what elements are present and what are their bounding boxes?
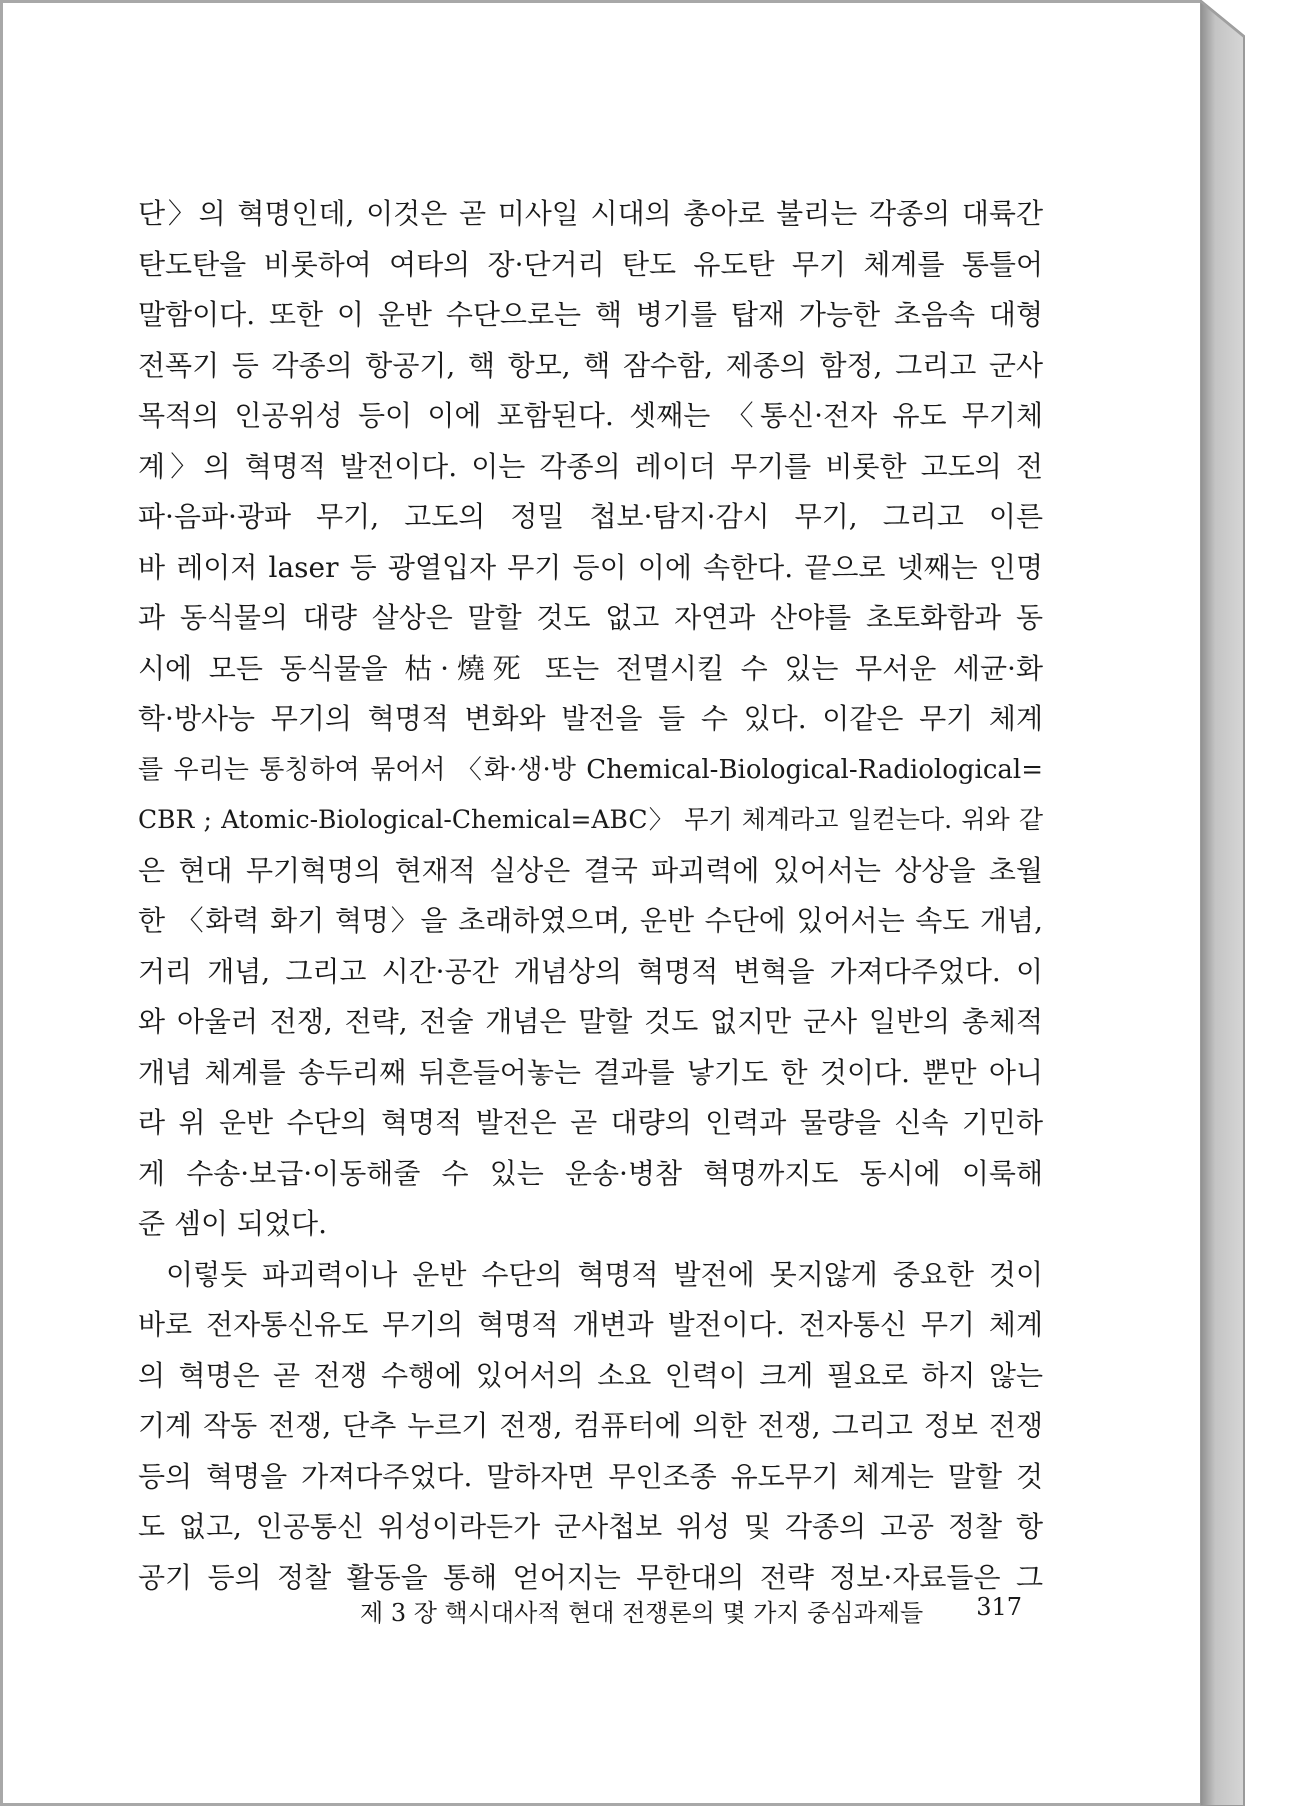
page-footer <box>360 1593 1022 1633</box>
text-line: 목적의 인공위성 등이 이에 포함된다. 셋째는 〈통신·전자 유도 무기체 <box>138 399 1043 432</box>
text-line: 바로 전자통신유도 무기의 혁명적 개변과 발전이다. 전자통신 무기 체계 <box>138 1308 1043 1341</box>
text-line: 은 현대 무기혁명의 현재적 실상은 결국 파괴력에 있어서는 상상을 초월 <box>138 853 1043 887</box>
text-line: 이렇듯 파괴력이나 운반 수단의 혁명적 발전에 못지않게 중요한 것이 <box>166 1257 1043 1291</box>
text-line: 파·음파·광파 무기, 고도의 정밀 첩보·탐지·감시 무기, 그리고 이른 <box>138 500 1043 533</box>
text-line: 개념 체계를 송두리째 뒤흔들어놓는 결과를 낳기도 한 것이다. 뿐만 아니 <box>138 1055 1043 1089</box>
text-line: 전폭기 등 각종의 항공기, 핵 항모, 핵 잠수함, 제종의 함정, 그리고 군사 <box>138 348 1043 382</box>
page-number: 317 <box>976 1593 1022 1621</box>
text-line: 의 혁명은 곧 전쟁 수행에 있어서의 소요 인력이 크게 필요로 하지 않는 <box>138 1358 1043 1392</box>
text-line: 를 우리는 통칭하여 묶어서 〈화·생·방 Chemical-Biological-Radiological= <box>138 754 1043 785</box>
text-line: 거리 개념, 그리고 시간·공간 개념상의 혁명적 변혁을 가져다주었다. 이 <box>138 954 1043 988</box>
text-line: 라 위 운반 수단의 혁명적 발전은 곧 대량의 인력과 물량을 신속 기민하 <box>138 1106 1043 1139</box>
text-line: 와 아울러 전쟁, 전략, 전술 개념은 말할 것도 없지만 군사 일반의 총체적 <box>138 1005 1043 1038</box>
text-line: 계〉의 혁명적 발전이다. 이는 각종의 레이더 무기를 비롯한 고도의 전 <box>138 449 1043 483</box>
text-line: 준 셈이 되었다. <box>138 1207 327 1240</box>
running-head: 제 3 장 핵시대사적 현대 전쟁론의 몇 가지 중심과제들 <box>360 1599 924 1627</box>
text-line: 한 〈화력 화기 혁명〉을 초래하였으며, 운반 수단에 있어서는 속도 개념, <box>138 904 1043 937</box>
text-line: 단〉의 혁명인데, 이것은 곧 미사일 시대의 총아로 불리는 각종의 대륙간 <box>138 197 1043 230</box>
text-line: 시에 모든 동식물을 枯·燒死 또는 전멸시킬 수 있는 무서운 세균·화 <box>138 651 1043 685</box>
body-text <box>138 189 1043 1603</box>
text-line: 과 동식물의 대량 살상은 말할 것도 없고 자연과 산야를 초토화함과 동 <box>138 601 1043 634</box>
text-line: 등의 혁명을 가져다주었다. 말하자면 무인조종 유도무기 체계는 말할 것 <box>138 1459 1043 1493</box>
text-line: CBR ; Atomic-Biological-Chemical=ABC〉 무기 체계라고 일컫는다. 위와 같 <box>138 805 1043 834</box>
text-line: 게 수송·보급·이동해줄 수 있는 운송·병참 혁명까지도 동시에 이룩해 <box>138 1156 1043 1190</box>
text-line: 바 레이저 laser 등 광열입자 무기 등이 이에 속한다. 끝으로 넷째는 인명 <box>138 550 1043 584</box>
page-edge-shadow <box>1200 0 1310 1806</box>
text-line: 도 없고, 인공통신 위성이라든가 군사첩보 위성 및 각종의 고공 정찰 항 <box>138 1510 1043 1543</box>
text-line: 기계 작동 전쟁, 단추 누르기 전쟁, 컴퓨터에 의한 전쟁, 그리고 정보 전쟁 <box>138 1409 1043 1442</box>
text-line: 공기 등의 정찰 활동을 통해 얻어지는 무한대의 전략 정보·자료들은 그 <box>138 1560 1043 1594</box>
text-line: 학·방사능 무기의 혁명적 변화와 발전을 들 수 있다. 이같은 무기 체계 <box>138 702 1043 735</box>
text-line: 말함이다. 또한 이 운반 수단으로는 핵 병기를 탑재 가능한 초음속 대형 <box>138 298 1043 331</box>
text-line: 탄도탄을 비롯하여 여타의 장·단거리 탄도 유도탄 무기 체계를 통틀어 <box>138 247 1043 281</box>
